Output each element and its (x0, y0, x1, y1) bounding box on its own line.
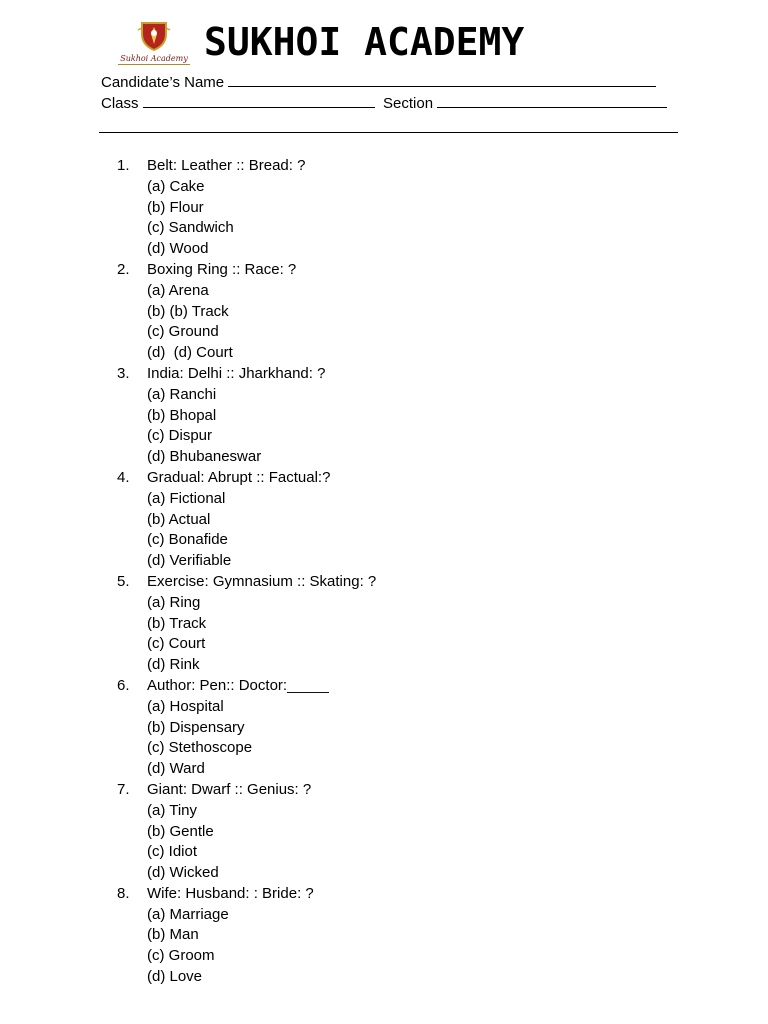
answer-option[interactable]: (c) Ground (147, 323, 219, 341)
answer-option[interactable]: (d) (d) Court (147, 344, 233, 362)
answer-option[interactable]: (a) Ring (147, 593, 201, 611)
answer-option[interactable]: (a) Ranchi (147, 385, 217, 403)
question-item (117, 156, 677, 260)
question-item (117, 884, 677, 988)
answer-option[interactable]: (b) Flour (147, 198, 204, 216)
question-text: India: Delhi :: Jharkhand: ? (147, 364, 326, 382)
logo-underline (118, 64, 190, 65)
question-number: 8. (117, 884, 130, 902)
question-stem (117, 364, 677, 385)
question-item (117, 572, 677, 676)
answer-option[interactable]: (c) Court (147, 635, 206, 653)
header-divider (99, 132, 678, 133)
logo-caption: Sukhoi Academy (120, 54, 188, 63)
candidate-name-row (101, 70, 656, 93)
question-number: 7. (117, 780, 130, 798)
class-blank[interactable] (143, 91, 375, 108)
answer-option[interactable]: (b) Bhopal (147, 406, 217, 424)
question-stem (117, 572, 677, 593)
answer-option[interactable]: (d) Love (147, 968, 203, 986)
answer-option[interactable]: (d) Bhubaneswar (147, 448, 262, 466)
answer-option[interactable]: (c) Idiot (147, 843, 198, 861)
answer-option[interactable]: (a) Cake (147, 177, 205, 195)
question-number: 1. (117, 157, 130, 174)
answer-option[interactable]: (c) Stethoscope (147, 739, 253, 757)
question-text: Exercise: Gymnasium :: Skating: ? (147, 572, 377, 590)
answer-option[interactable]: (b) Man (147, 926, 199, 944)
question-number: 3. (117, 364, 130, 382)
question-number: 2. (117, 260, 130, 278)
answer-option[interactable]: (b) Gentle (147, 822, 214, 840)
question-item (117, 260, 677, 364)
shield-crest-icon (136, 20, 172, 52)
section-blank[interactable] (437, 91, 667, 108)
answer-option[interactable]: (b) Dispensary (147, 718, 245, 736)
answer-option[interactable]: (a) Marriage (147, 905, 229, 923)
question-item (117, 780, 677, 884)
answer-option[interactable]: (c) Dispur (147, 427, 213, 445)
page-title: SUKHOI ACADEMY (204, 20, 525, 64)
answer-option[interactable]: (a) Hospital (147, 697, 224, 715)
answer-option[interactable]: (c) Groom (147, 947, 215, 965)
answer-option[interactable]: (d) Ward (147, 760, 205, 778)
question-text: Belt: Leather :: Bread: ? (147, 157, 306, 174)
candidate-name-blank[interactable] (228, 70, 656, 87)
document-header (116, 20, 676, 68)
question-stem (117, 676, 677, 697)
question-stem (117, 468, 677, 489)
question-text: Wife: Husband: : Bride: ? (147, 884, 314, 902)
answer-option[interactable]: (b) (b) Track (147, 302, 229, 320)
answer-option[interactable]: (b) Track (147, 614, 207, 632)
question-text: Author: Pen:: Doctor:_____ (147, 676, 329, 694)
question-item (117, 676, 677, 780)
answer-option[interactable]: (d) Wicked (147, 864, 219, 882)
question-item (117, 468, 677, 572)
question-list (117, 156, 677, 988)
class-section-row (101, 91, 667, 114)
class-label: Class (101, 95, 139, 112)
question-number: 6. (117, 676, 130, 694)
question-text: Giant: Dwarf :: Genius: ? (147, 780, 312, 798)
question-stem (117, 780, 677, 801)
question-item (117, 364, 677, 468)
question-stem (117, 260, 677, 281)
answer-option[interactable]: (c) Sandwich (147, 219, 234, 237)
question-stem (117, 156, 677, 177)
candidate-name-label: Candidate’s Name (101, 74, 225, 91)
answer-option[interactable]: (b) Actual (147, 510, 211, 528)
answer-option[interactable]: (c) Bonafide (147, 531, 228, 549)
question-text: Gradual: Abrupt :: Factual:? (147, 468, 331, 486)
answer-option[interactable]: (d) Wood (147, 240, 209, 258)
question-number: 4. (117, 468, 130, 486)
answer-option[interactable]: (a) Arena (147, 281, 209, 299)
answer-option[interactable]: (a) Fictional (147, 489, 226, 507)
answer-option[interactable]: (d) Verifiable (147, 552, 232, 570)
section-label: Section (383, 95, 434, 112)
question-stem (117, 884, 677, 905)
answer-option[interactable]: (a) Tiny (147, 801, 198, 819)
question-number: 5. (117, 572, 130, 590)
question-text: Boxing Ring :: Race: ? (147, 260, 297, 278)
academy-logo (116, 20, 192, 68)
answer-option[interactable]: (d) Rink (147, 656, 200, 674)
